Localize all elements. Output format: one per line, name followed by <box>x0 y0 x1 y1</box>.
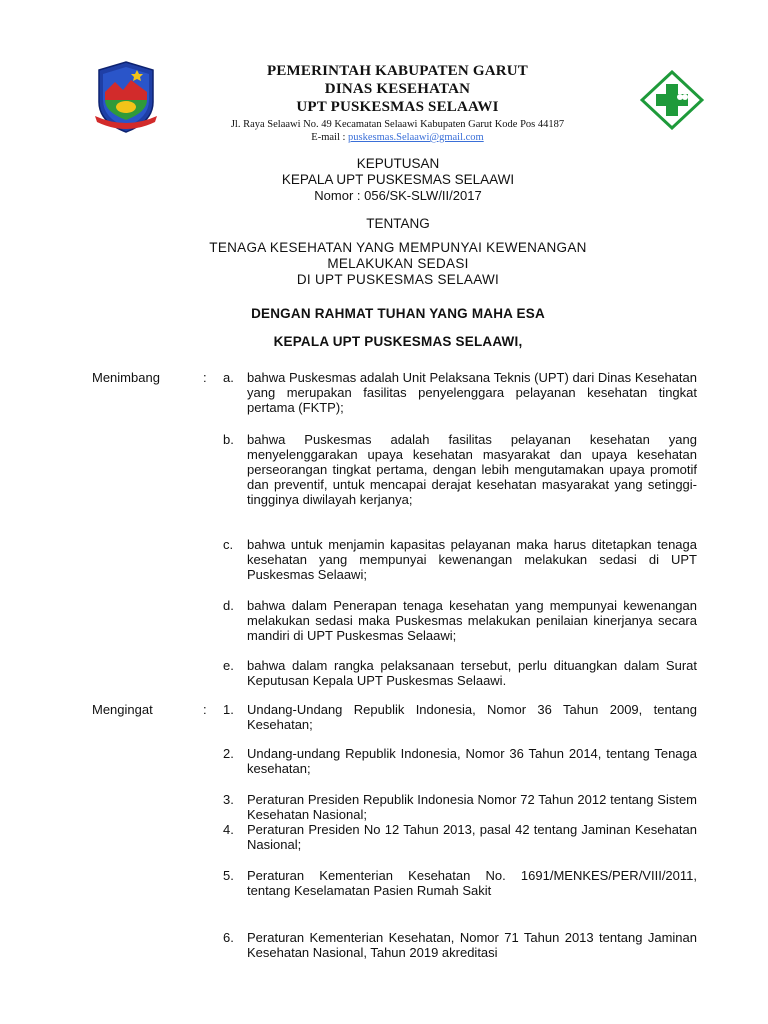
decree-subject-line-2: MELAKUKAN SEDASI <box>327 256 469 271</box>
item-marker: 4. <box>223 822 234 837</box>
letterhead-email-line <box>200 131 595 144</box>
puskesmas-cross-logo <box>640 70 704 130</box>
decree-about-label: TENTANG <box>366 216 430 231</box>
decree-heading: KEPUTUSAN <box>356 156 440 171</box>
item-text: Peraturan Kementerian Kesehatan, Nomor 71 Tahun 2013 tentang Jaminan Kesehatan Nasional, Tahun 2019 akreditasi <box>247 930 697 960</box>
letterhead-address: Jl. Raya Selaawi No. 49 Kecamatan Selaawi Kabupaten Garut Kode Pos 44187 <box>230 119 565 130</box>
item-marker: d. <box>223 598 234 613</box>
item-marker: 5. <box>223 868 234 883</box>
decree-preamble: DENGAN RAHMAT TUHAN YANG MAHA ESA <box>251 306 545 321</box>
item-text: bahwa Puskesmas adalah Unit Pelaksana Teknis (UPT) dari Dinas Kesehatan yang merupakan fasilitas penyelenggara pelayanan kesehatan tingkat pertama (FKTP); <box>247 370 697 415</box>
item-text: Undang-Undang Republik Indonesia, Nomor 36 Tahun 2009, tentang Kesehatan; <box>247 702 697 732</box>
decree-subject-line-1: TENAGA KESEHATAN YANG MEMPUNYAI KEWENANGAN <box>209 240 587 255</box>
letterhead-government: PEMERINTAH KABUPATEN GARUT <box>266 63 529 79</box>
item-text: Peraturan Presiden Republik Indonesia Nomor 72 Tahun 2012 tentang Sistem Kesehatan Nasional; <box>247 792 697 822</box>
item-marker: c. <box>223 537 234 552</box>
decree-title-block <box>150 156 646 350</box>
decree-signatory-heading: KEPALA UPT PUSKESMAS SELAAWI, <box>273 334 523 349</box>
menimbang-colon: : <box>203 370 207 385</box>
item-marker: 6. <box>223 930 234 945</box>
item-text: bahwa Puskesmas adalah fasilitas pelayanan kesehatan yang menyelenggarakan upaya kesehatan masyarakat dan upaya kesehatan perseorangan tingkat pertama, dengan lebih mengutamakan upaya promotif dan preventif, untuk mencapai derajat kesehatan masyarakat yang setinggi-tingginya diwilayah kerjanya; <box>247 432 697 507</box>
garut-emblem-logo <box>93 60 159 134</box>
item-marker: a. <box>223 370 234 385</box>
item-text: Undang-undang Republik Indonesia, Nomor 36 Tahun 2014, tentang Tenaga kesehatan; <box>247 746 697 776</box>
item-marker: 1. <box>223 702 234 717</box>
letterhead-unit: UPT PUSKESMAS SELAAWI <box>296 99 499 115</box>
item-marker: 2. <box>223 746 234 761</box>
item-text: bahwa untuk menjamin kapasitas pelayanan maka harus ditetapkan tenaga kesehatan yang mempunyai kewenangan melakukan sedasi di UPT Puskesmas Selaawi; <box>247 537 697 582</box>
mengingat-label: Mengingat <box>92 702 153 717</box>
decree-issuer: KEPALA UPT PUSKESMAS SELAAWI <box>281 172 515 187</box>
menimbang-label: Menimbang <box>92 370 160 385</box>
decree-subject <box>150 240 646 288</box>
item-text: bahwa dalam rangka pelaksanaan tersebut, perlu dituangkan dalam Surat Keputusan Kepala UPT Puskesmas Selaawi. <box>247 658 697 688</box>
item-marker: e. <box>223 658 234 673</box>
item-marker: b. <box>223 432 234 447</box>
mengingat-colon: : <box>203 702 207 717</box>
email-link[interactable]: puskesmas.Selaawi@gmail.com <box>348 132 484 143</box>
decree-subject-line-3: DI UPT PUSKESMAS SELAAWI <box>296 272 500 287</box>
item-text: Peraturan Kementerian Kesehatan No. 1691/MENKES/PER/VIII/2011, tentang Keselamatan Pasien Rumah Sakit <box>247 868 697 898</box>
decree-number: Nomor : 056/SK-SLW/II/2017 <box>314 188 482 203</box>
letterhead <box>200 62 595 144</box>
item-text: bahwa dalam Penerapan tenaga kesehatan yang mempunyai kewenangan melakukan sedasi maka Puskesmas melakukan penilaian kinerjanya secara mandiri di UPT Puskesmas Selaawi; <box>247 598 697 643</box>
email-label: E-mail : <box>311 132 349 143</box>
letterhead-department: DINAS KESEHATAN <box>324 81 471 97</box>
item-marker: 3. <box>223 792 234 807</box>
item-text: Peraturan Presiden No 12 Tahun 2013, pasal 42 tentang Jaminan Kesehatan Nasional; <box>247 822 697 852</box>
